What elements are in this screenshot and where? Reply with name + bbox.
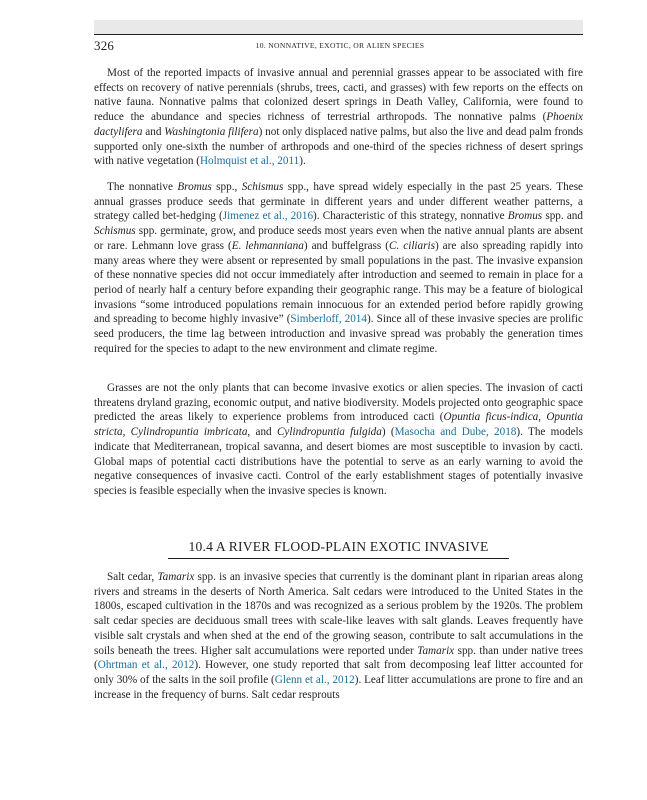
species-name: Washingtonia filifera [164, 125, 259, 138]
citation-link[interactable]: Masocha and Dube, 2018 [394, 426, 517, 439]
text: spp. germinate, grow, and produce seeds most years even when the native annual plants are absent or rare. Lehmann love grass ( [94, 225, 583, 252]
text: The nonnative [107, 181, 178, 193]
text: ) and buffelgrass ( [303, 239, 389, 252]
text: spp. and [542, 210, 583, 223]
species-name: Opuntia ficus-indica [443, 411, 539, 424]
text: , [122, 426, 131, 439]
paragraph-salt-cedar [94, 570, 583, 702]
header-rule [94, 34, 583, 35]
citation-link[interactable]: Ohrtman et al., 2012 [97, 659, 195, 672]
species-name: Tamarix [157, 571, 195, 583]
citation-link[interactable]: Holmquist et al., 2011 [199, 155, 300, 168]
running-head: 10. NONNATIVE, EXOTIC, OR ALIEN SPECIES [255, 41, 425, 50]
text: Salt cedar, [107, 571, 158, 583]
text: spp. is an invasive species that currently is the dominant plant in riparian areas along rivers and streams in the deserts of North America. Salt cedars were introduced to the United States in the 1800s, escaped cultivation in the 1870s and was recognized as a serious problem by the 1920s. The problem salt cedar species are deciduous small trees with scale-like leaves with salt glands. Leaves frequently have visible salt crystals and when shed at the end of the growing season, contribute to salt accumulations in the soils beneath the trees. Higher salt accumulations were reported under [94, 571, 583, 657]
text: ) are also spreading rapidly into many areas where they were absent or represented by small populations in the past. The invasive expansion of these nonnative species did not occur immediately after introduction and seemed to remain in place for a period of nearly half a century before expanding their geographic range. This may be a feature of biological invasions “some introduced populations remain innocuous for an extended period before rapidly growing and spreading to become highly invasive” ( [94, 239, 583, 326]
section-heading-rule [168, 558, 509, 559]
text: ). Since all of these invasive species are prolific seed producers, the time lag between introduction and invasive spread was probably the generation times required for the species to adapt to the new environment and climate regime. [94, 313, 583, 355]
header-band [94, 20, 583, 34]
text: ) ( [381, 426, 395, 439]
text: ). Leaf litter accumulations are prone to fire and an increase in the frequency of burns. Salt cedar resprouts [94, 673, 583, 701]
text: Most of the reported impacts of invasive annual and perennial grasses appear to be associated with fire effects on recovery of native perennials (shrubs, trees, cacti, and grasses) with few reports on the effects on native fauna. Nonnative palms that colonized desert springs in Death Valley, California, were found to reduce the abundance and species richness of terrestrial arthropods. The nonnative palms ( [94, 67, 583, 124]
paragraph-cacti [94, 381, 583, 499]
text: ). [299, 155, 306, 168]
species-name: Cylindropuntia fulgida [276, 426, 382, 439]
species-name: Cylindropuntia imbricata [130, 426, 248, 439]
paragraph-bromus-schismus [94, 180, 583, 356]
text: and [142, 125, 165, 138]
text: ) not only displaced native palms, but also the live and dead palm fronds supported only one-sixth the number of arthropods and one-third of the species richness of desert springs with native vegetation ( [94, 125, 583, 168]
citation-link[interactable]: Jimenez et al., 2016 [222, 210, 314, 223]
text: spp., have spread widely especially in the past 25 years. These annual grasses produce seeds that germinate in different years and under different weather patterns, a strategy called bet-hedging ( [94, 181, 584, 223]
text: ). The models indicate that Mediterranean, tropical savanna, and desert biomes are most susceptible to invasion by cacti. Global maps of potential cacti distributions have the potential to serve as an early warning to avoid the negative consequences of invasive cacti. Control of the early establishment stages of potentially invasive species is feasible especially when the invasive species is known. [94, 426, 583, 497]
species-name: Bromus [507, 210, 543, 223]
species-name: C. ciliaris [388, 239, 435, 252]
citation-link[interactable]: Simberloff, 2014 [290, 313, 367, 326]
text: , and [247, 426, 277, 439]
paragraph-fire-effects [94, 66, 583, 169]
species-name: Tamarix [417, 644, 455, 657]
citation-link[interactable]: Glenn et al., 2012 [274, 673, 355, 686]
species-name: Opuntia stricta [94, 411, 583, 439]
species-name: Phoenix dactylifera [94, 111, 583, 138]
text: spp., [211, 181, 242, 193]
species-name: Bromus [177, 181, 212, 193]
text: spp. than under native trees ( [94, 644, 583, 672]
text: Grasses are not the only plants that can become invasive exotics or alien species. The invasion of cacti threatens dryland grazing, economic output, and native biodiversity. Models projected onto geographic space predicted the areas likely to experience problems from introduced cacti ( [94, 382, 583, 424]
species-name: Schismus [241, 181, 284, 193]
species-name: Schismus [94, 225, 136, 238]
text: , [538, 411, 547, 424]
text: ). Characteristic of this strategy, nonnative [313, 210, 508, 223]
page-number: 326 [94, 38, 115, 53]
species-name: E. lehmanniana [231, 239, 304, 252]
text: ). However, one study reported that salt from decomposing leaf litter accounted for only 30% of the salts in the soil profile ( [94, 659, 583, 686]
section-heading: 10.4 A RIVER FLOOD-PLAIN EXOTIC INVASIVE [188, 539, 489, 554]
